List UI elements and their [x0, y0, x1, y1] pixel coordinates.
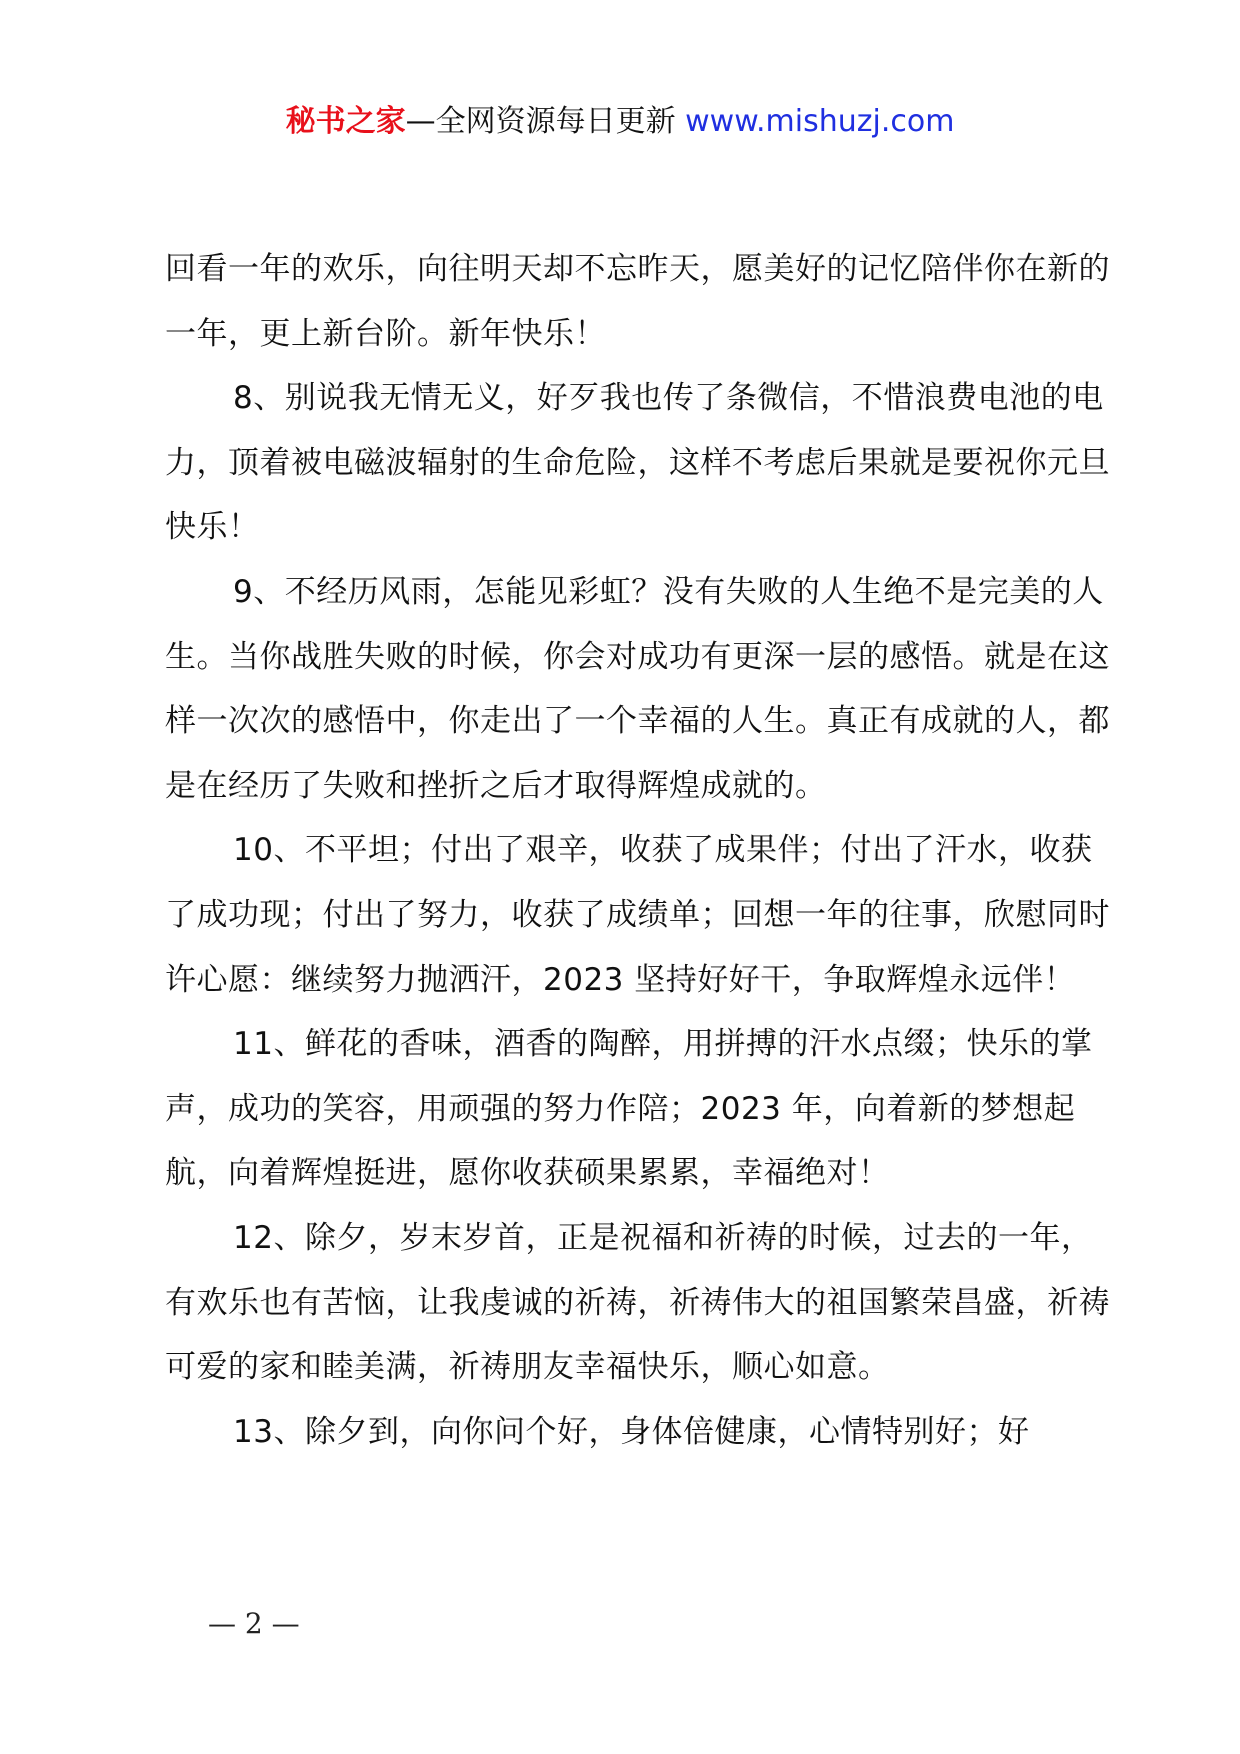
paragraph-continuation: 回看一年的欢乐，向往明天却不忘昨天，愿美好的记忆陪伴你在新的一年，更上新台阶。新年快乐！	[165, 251, 1110, 352]
page-header	[0, 102, 1240, 142]
document-body	[165, 237, 1115, 1464]
page-number: — 2 —	[208, 1607, 300, 1640]
paragraph-item-10: 10、不平坦；付出了艰辛，收获了成果伴；付出了汗水，收获了成功现；付出了努力，收获了成绩单；回想一年的往事，欣慰同时许心愿：继续努力抛洒汗，2023 坚持好好干，争取辉煌永远伴！	[165, 832, 1110, 998]
site-tagline: —全网资源每日更新	[405, 104, 676, 139]
paragraph-item-9: 9、不经历风雨，怎能见彩虹？没有失败的人生绝不是完美的人生。当你战胜失败的时候，你会对成功有更深一层的感悟。就是在这样一次次的感悟中，你走出了一个幸福的人生。真正有成就的人，都是在经历了失败和挫折之后才取得辉煌成就的。	[165, 573, 1110, 804]
paragraph-item-13: 13、除夕到，向你问个好，身体倍健康，心情特别好；好	[233, 1413, 1030, 1450]
paragraph-item-12: 12、除夕，岁末岁首，正是祝福和祈祷的时候，过去的一年，有欢乐也有苦恼，让我虔诚的祈祷，祈祷伟大的祖国繁荣昌盛，祈祷可爱的家和睦美满，祈祷朋友幸福快乐，顺心如意。	[165, 1219, 1110, 1386]
site-brand: 秘书之家	[285, 104, 406, 139]
site-url-link[interactable]: www.mishuzj.com	[685, 104, 955, 139]
paragraph-item-8: 8、别说我无情无义，好歹我也传了条微信，不惜浪费电池的电力，顶着被电磁波辐射的生命危险，这样不考虑后果就是要祝你元旦快乐！	[165, 380, 1110, 546]
paragraph-item-11: 11、鲜花的香味，酒香的陶醉，用拼搏的汗水点缀；快乐的掌声，成功的笑容，用顽强的努力作陪；2023 年，向着新的梦想起航，向着辉煌挺进，愿你收获硕果累累，幸福绝对！	[165, 1026, 1093, 1192]
